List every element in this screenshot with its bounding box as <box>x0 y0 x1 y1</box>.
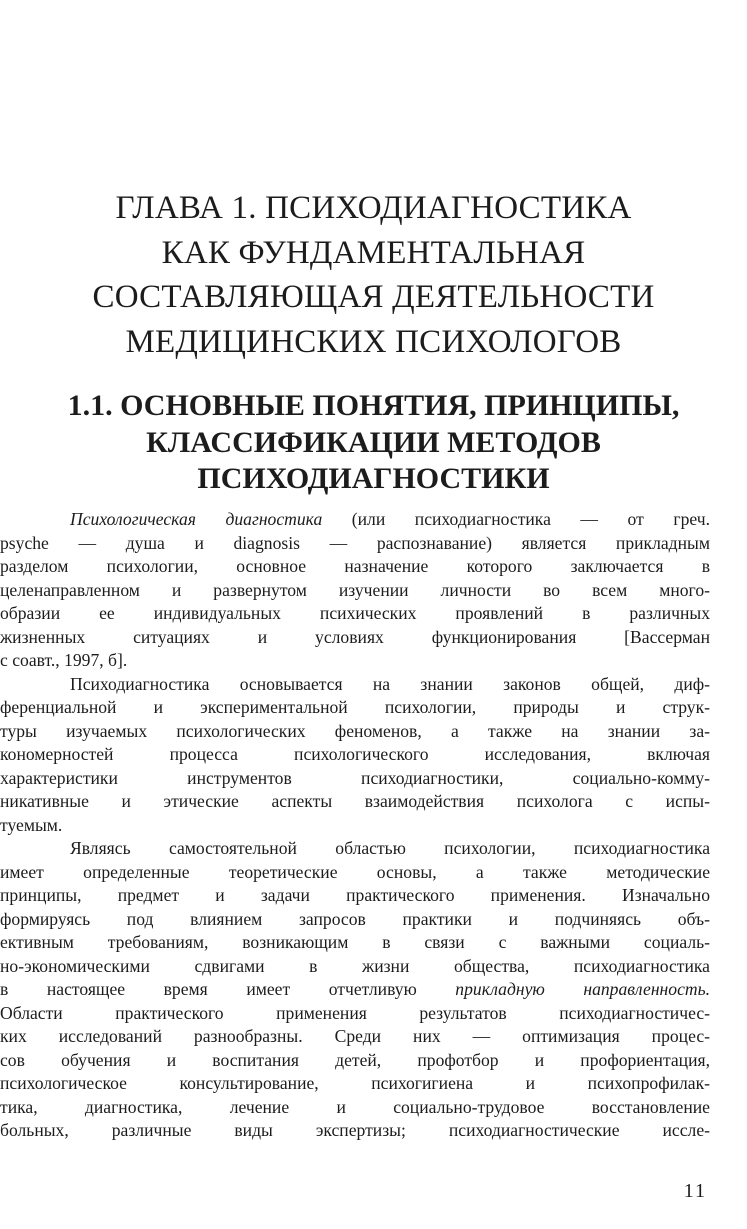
text-line: принципы, предмет и задачи практического применения. Изначально <box>0 885 710 905</box>
text-line: с соавт., 1997, б]. <box>0 650 128 670</box>
text-line: Психодиагностика основывается на знании законов общей, диф- <box>70 673 710 694</box>
text-line: Области практического применения результатов психодиагностичес- <box>0 1002 710 1023</box>
section-title-line: 1.1. ОСНОВНЫЕ ПОНЯТИЯ, ПРИНЦИПЫ, <box>67 389 680 422</box>
text-line: тика, диагностика, лечение и социально-трудовое восстановление <box>0 1096 710 1117</box>
text-line: образии ее индивидуальных психических проявлений в различных <box>0 603 710 623</box>
text-line: но-экономическими сдвигами в жизни общества, психодиагностика <box>0 955 710 976</box>
text-line: Являясь самостоятельной областью психологии, психодиагностика <box>70 838 710 858</box>
text-line: жизненных ситуациях и условиях функционирования [Вассерман <box>0 626 710 647</box>
text-line: кономерностей процесса психологического исследования, включая <box>0 744 710 764</box>
text-line: psyche — душа и diagnosis — распознавание) является прикладным <box>0 532 710 553</box>
text-line: ких исследований разнообразны. Среди них — оптимизация процес- <box>0 1026 710 1046</box>
text-line: разделом психологии, основное назначение которого заключается в <box>0 556 710 576</box>
paragraph-foundations <box>0 673 710 838</box>
text-line: психологическое консультирование, психогигиена и психопрофилак- <box>0 1073 710 1093</box>
chapter-title-line: КАК ФУНДАМЕНТАЛЬНАЯ <box>161 234 586 271</box>
chapter-title <box>60 186 687 364</box>
chapter-title-line: МЕДИЦИНСКИХ ПСИХОЛОГОВ <box>125 323 622 360</box>
term-applied-orientation: прикладную направленность. <box>455 979 710 999</box>
page-number: 11 <box>683 1180 707 1202</box>
text-line <box>70 508 710 532</box>
body-text <box>0 508 710 1143</box>
section-title <box>60 388 687 498</box>
section-title-line: ПСИХОДИАГНОСТИКИ <box>197 462 550 495</box>
text-line: туры изучаемых психологических феноменов, а также на знании за- <box>0 720 710 741</box>
chapter-title-line: ГЛАВА 1. ПСИХОДИАГНОСТИКА <box>115 190 632 226</box>
text-fragment: (или психодиагностика — от греч. <box>322 509 710 529</box>
text-line: целенаправленном и развернутом изучении личности во всем много- <box>0 579 710 600</box>
text-line: характеристики инструментов психодиагностики, социально-комму- <box>0 767 710 788</box>
text-fragment: в настоящее время имеет отчетливую <box>0 979 456 999</box>
text-line: никативные и этические аспекты взаимодействия психолога с испы- <box>0 791 710 811</box>
term-psychological-diagnostics: Психологическая диагностика <box>70 509 323 529</box>
section-title-line: КЛАССИФИКАЦИИ МЕТОДОВ <box>146 425 601 459</box>
chapter-title-line: СОСТАВЛЯЮЩАЯ ДЕЯТЕЛЬНОСТИ <box>92 279 655 315</box>
text-line: туемым. <box>0 814 63 835</box>
text-line: формируясь под влиянием запросов практики и подчиняясь объ- <box>0 908 710 929</box>
text-line: ективным требованиям, возникающим в связи с важными социаль- <box>0 932 710 952</box>
text-line <box>0 978 710 1002</box>
paragraph-definition <box>0 508 710 673</box>
text-line: имеет определенные теоретические основы, а также методические <box>0 861 710 882</box>
text-line: сов обучения и воспитания детей, профотбор и профориентация, <box>0 1049 710 1070</box>
paragraph-applications <box>0 837 710 1143</box>
text-line: ференциальной и экспериментальной психологии, природы и струк- <box>0 697 710 717</box>
text-line: больных, различные виды экспертизы; психодиагностические иссле- <box>0 1120 710 1140</box>
